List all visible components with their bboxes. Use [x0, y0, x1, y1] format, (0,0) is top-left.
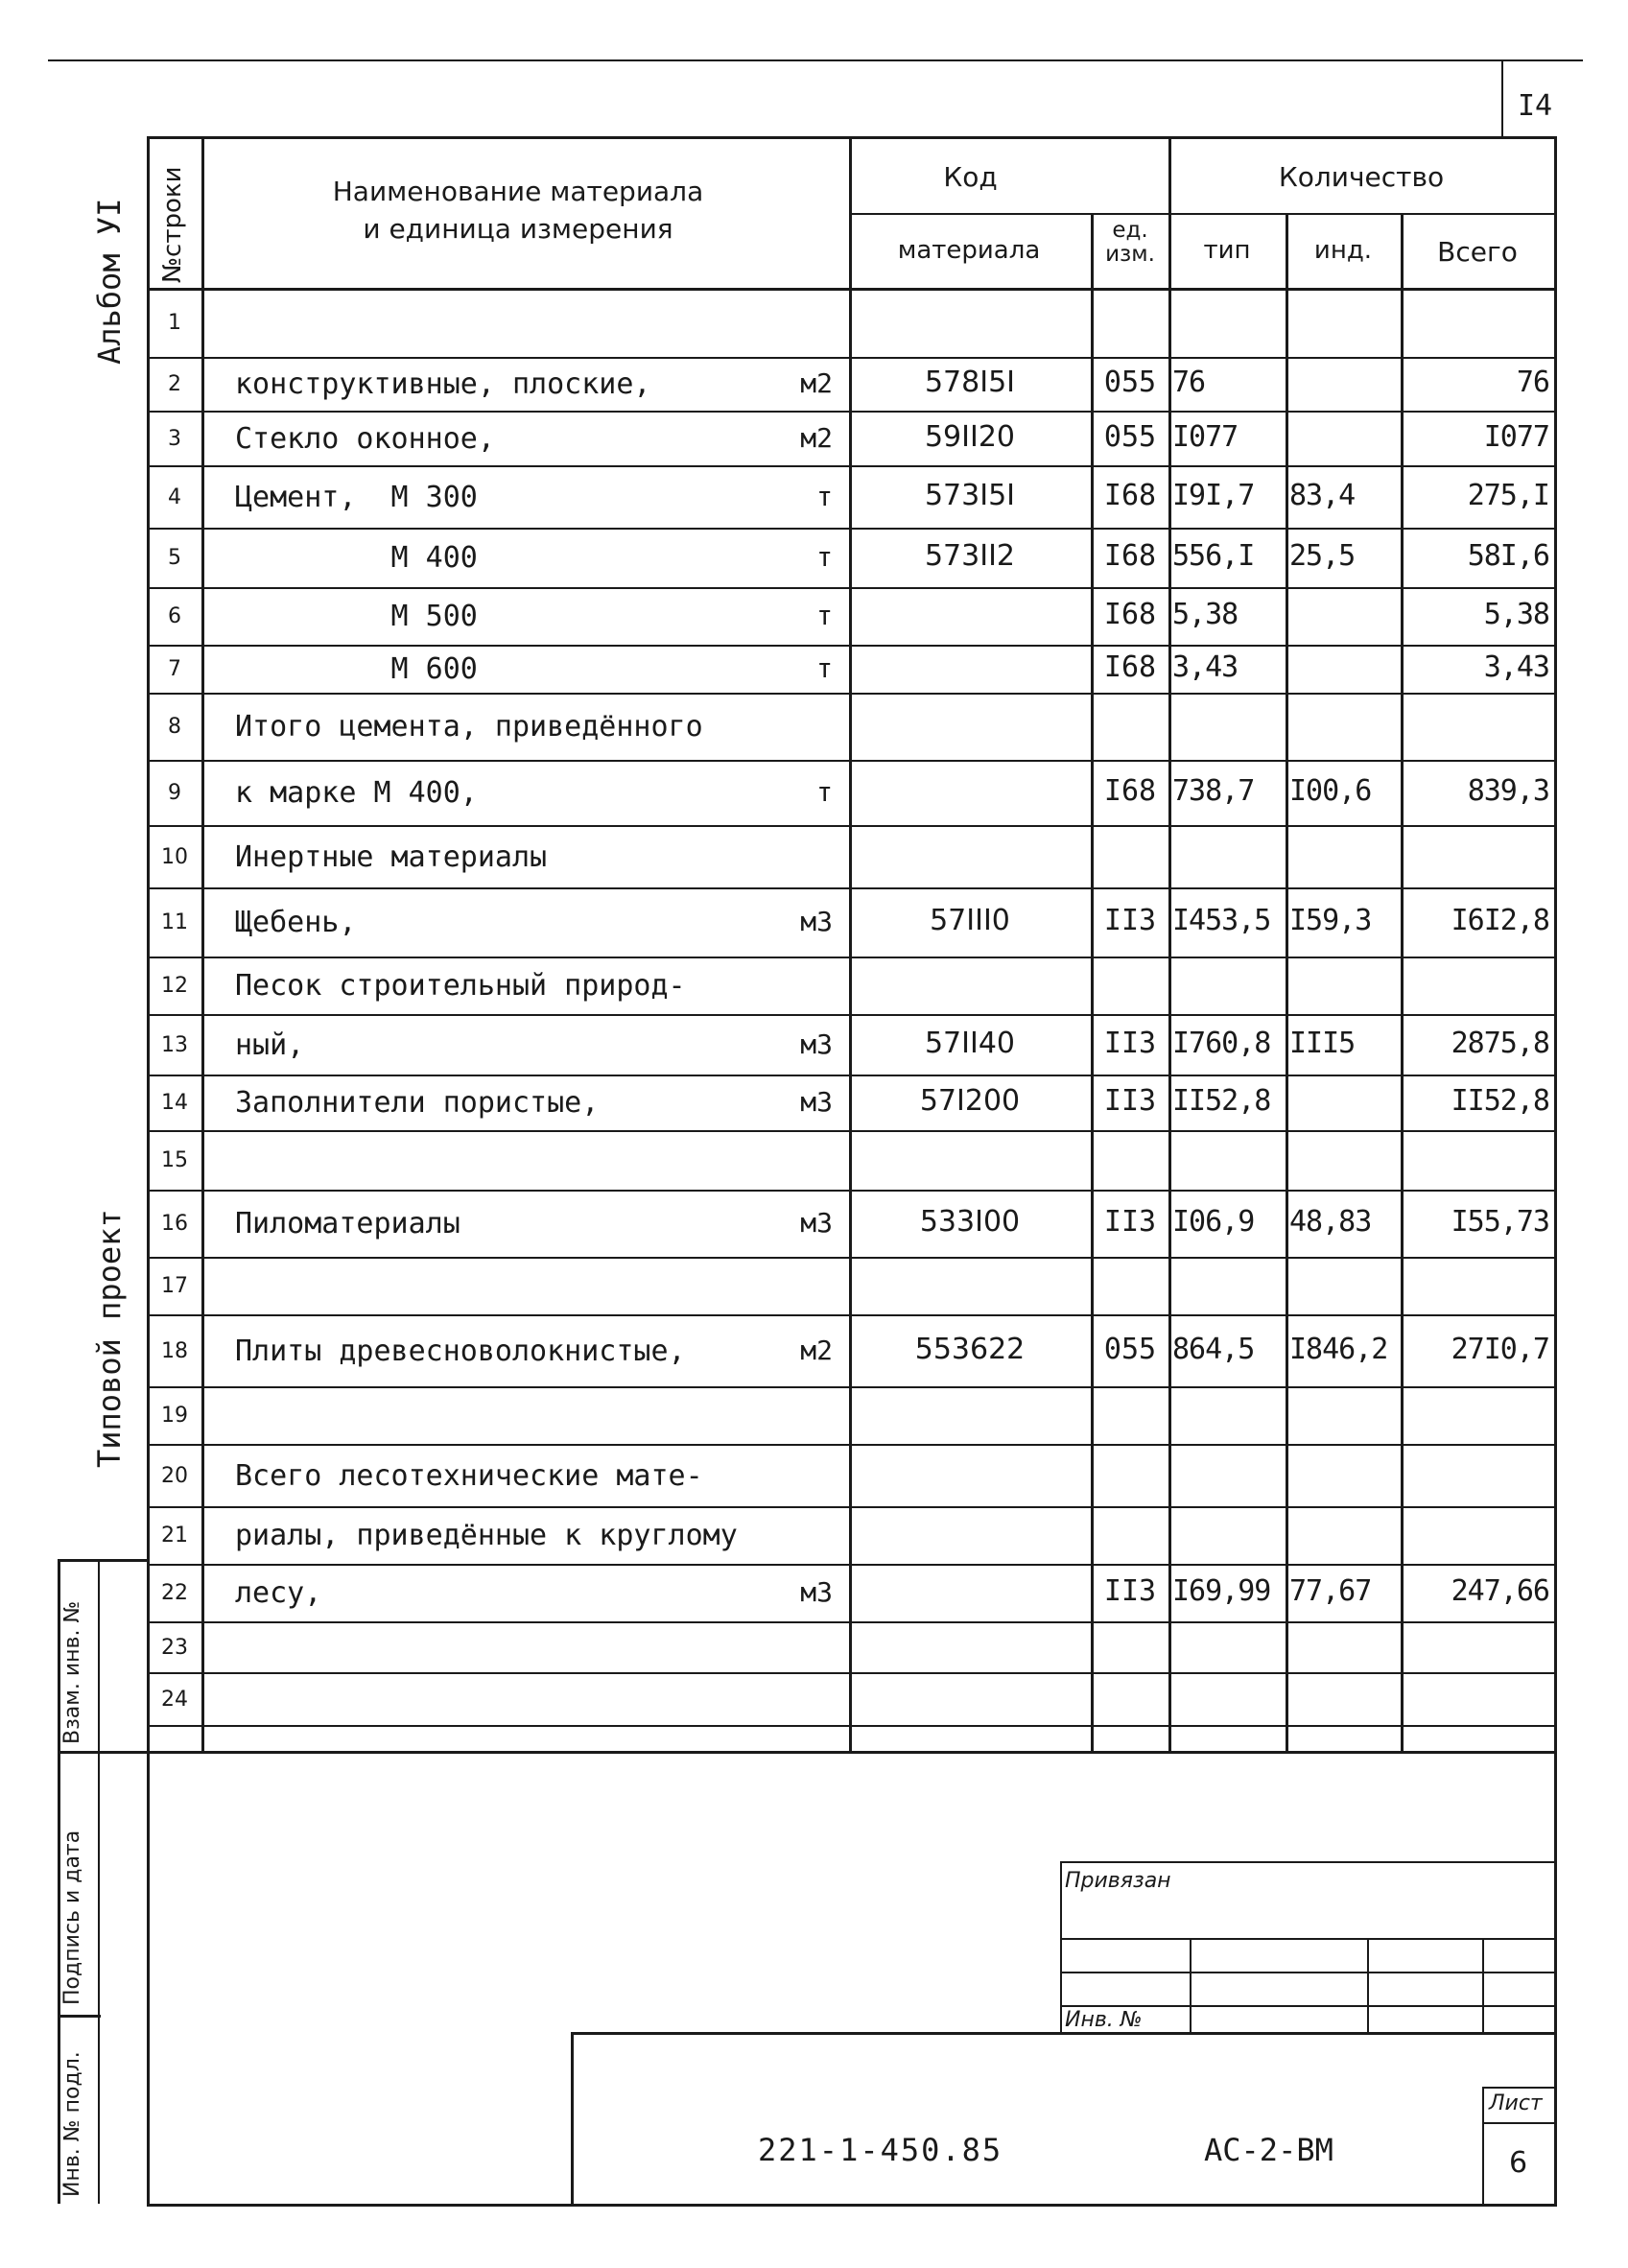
material-code: 578I5I: [924, 366, 1016, 399]
material-name: Пиломатериалы: [235, 1207, 460, 1240]
header-mid: [849, 213, 1556, 215]
header-rownum: №строки: [158, 166, 187, 283]
tb-col-3: [1482, 1938, 1484, 2034]
unit-code: I68: [1103, 774, 1157, 808]
qty-ind: I59,3: [1289, 904, 1372, 937]
row-divider: [147, 1386, 1557, 1388]
qty-typ: 738,7: [1172, 774, 1255, 808]
qty-typ: I9I,7: [1172, 478, 1255, 512]
qty-ind: 48,83: [1289, 1205, 1372, 1239]
qty-ind: I846,2: [1289, 1332, 1388, 1366]
row-number: 16: [161, 1212, 188, 1236]
material-name: риалы, приведённые к круглому: [235, 1519, 738, 1552]
qty-typ: 76: [1172, 366, 1206, 399]
material-name: М 500: [235, 600, 478, 633]
qty-typ: II52,8: [1172, 1084, 1271, 1118]
sheet-box-left: [1482, 2087, 1484, 2205]
qty-typ: I760,8: [1172, 1026, 1271, 1060]
material-unit: м3: [800, 1028, 833, 1060]
qty-typ: I06,9: [1172, 1205, 1255, 1239]
stamp-sep-1: [58, 1751, 149, 1754]
row-divider: [147, 587, 1557, 589]
row-divider: [147, 957, 1557, 958]
row-number: 9: [168, 781, 181, 805]
project-label: Типовой проект: [91, 1209, 128, 1468]
material-name: Всего лесотехнические мате-: [235, 1458, 703, 1493]
material-name: ный,: [235, 1028, 305, 1062]
row-number: 24: [161, 1687, 188, 1712]
unit-code: II3: [1103, 1205, 1157, 1239]
row-number: 11: [161, 910, 188, 934]
material-code: 533I00: [919, 1205, 1021, 1239]
material-name: Плиты древесноволокнистые,: [235, 1334, 686, 1368]
material-name: Песок строительный природ-: [235, 969, 686, 1003]
row-divider: [147, 1564, 1557, 1566]
row-divider: [147, 411, 1557, 413]
frame-left: [147, 136, 150, 2207]
qty-total: II52,8: [1451, 1084, 1549, 1118]
qty-total: 27I0,7: [1451, 1332, 1549, 1366]
qty-total: 58I,6: [1467, 539, 1549, 573]
row-divider: [147, 1257, 1557, 1259]
col-line-total: [1401, 213, 1404, 1751]
row-divider: [147, 760, 1557, 762]
unit-code: II3: [1103, 1084, 1157, 1118]
qty-total: 76: [1516, 366, 1549, 399]
material-unit: т: [816, 480, 833, 512]
material-unit: м2: [800, 367, 833, 399]
header-code-group: Код: [943, 161, 998, 193]
unit-code: II3: [1103, 1574, 1157, 1608]
qty-total: 839,3: [1467, 774, 1549, 808]
qty-typ: I453,5: [1172, 904, 1271, 937]
material-code: 59II20: [924, 419, 1016, 454]
tb-inv-label: Инв. №: [1065, 2008, 1143, 2032]
qty-ind: I00,6: [1289, 774, 1372, 808]
row-number: 7: [168, 657, 181, 681]
material-unit: т: [816, 776, 833, 808]
row-number: 5: [168, 546, 181, 570]
row-number: 22: [161, 1581, 188, 1605]
frame-right: [1554, 136, 1557, 2207]
unit-code: 055: [1103, 366, 1157, 399]
material-unit: м2: [800, 421, 833, 454]
stamp-label-vzam: Взам. инв. №: [60, 1600, 84, 1744]
sheet-box-mid: [1482, 2122, 1557, 2124]
material-name: Щебень,: [235, 906, 357, 939]
material-name: к марке М 400,: [235, 776, 478, 810]
tb-left: [1060, 1861, 1062, 2034]
material-name: М 600: [235, 652, 478, 686]
qty-total: 247,66: [1451, 1574, 1549, 1608]
row-divider: [147, 693, 1557, 695]
tb-main-left: [571, 2032, 574, 2205]
row-divider: [147, 1075, 1557, 1076]
header-bottom: [147, 288, 1557, 291]
qty-total: I6I2,8: [1451, 904, 1549, 937]
row-number: 13: [161, 1032, 188, 1057]
row-divider: [147, 1190, 1557, 1192]
row-divider: [147, 1672, 1557, 1674]
qty-total: 3,43: [1483, 650, 1549, 684]
tb-bound-label: Привязан: [1065, 1869, 1171, 1893]
doc-number: 221-1-450.85: [758, 2132, 1003, 2168]
material-unit: т: [816, 652, 833, 684]
row-number: 2: [168, 372, 181, 396]
header-qty-group: Количество: [1278, 161, 1445, 193]
stamp-label-inv: Инв. № подл.: [60, 2051, 84, 2197]
material-name: М 400: [235, 541, 478, 575]
material-unit: т: [816, 600, 833, 631]
row-divider: [147, 825, 1557, 827]
qty-typ: I077: [1172, 419, 1239, 454]
qty-ind: 25,5: [1289, 539, 1356, 573]
row-number: 12: [161, 974, 188, 998]
tb-main-top: [571, 2032, 1557, 2035]
stamp-top: [58, 1559, 149, 1562]
row-divider: [147, 1130, 1557, 1132]
row-number: 18: [161, 1338, 188, 1363]
row-divider: [147, 645, 1557, 647]
material-name: лесу,: [235, 1576, 322, 1610]
stamp-strip-right: [98, 1559, 100, 2204]
col-line-rownum: [201, 136, 204, 1751]
table-bottom: [147, 1751, 1557, 1754]
sheet-label: Лист: [1489, 2091, 1543, 2115]
material-code: 57II40: [924, 1026, 1016, 1060]
row-divider: [147, 1014, 1557, 1016]
unit-code: I68: [1103, 650, 1157, 684]
unit-code: I68: [1103, 598, 1157, 631]
page-number: I4: [1518, 89, 1553, 123]
material-unit: м3: [800, 1086, 833, 1118]
material-code: 57I200: [919, 1084, 1021, 1118]
row-number: 20: [161, 1463, 188, 1488]
material-code: 573II2: [924, 539, 1016, 573]
row-number: 21: [161, 1524, 188, 1547]
material-name: конструктивные, плоские,: [235, 367, 651, 401]
row-number: 3: [168, 426, 181, 451]
col-line-ind: [1286, 213, 1288, 1751]
material-code: 553622: [914, 1332, 1026, 1366]
material-name: Заполнители пористые,: [235, 1086, 600, 1120]
qty-total: I55,73: [1451, 1205, 1549, 1239]
qty-typ: 864,5: [1172, 1332, 1255, 1366]
material-code: 57III0: [930, 904, 1010, 937]
qty-total: 5,38: [1483, 598, 1549, 631]
page-number-box-left: [1501, 61, 1503, 136]
qty-total: 2875,8: [1451, 1026, 1549, 1060]
row-divider: [147, 1444, 1557, 1446]
qty-total: 275,I: [1467, 478, 1549, 512]
header-total: Всего: [1437, 236, 1518, 268]
material-unit: м3: [800, 1207, 833, 1239]
frame-bottom: [147, 2204, 1557, 2207]
material-unit: м3: [800, 1576, 833, 1608]
row-number: 14: [161, 1091, 188, 1115]
tb-col-1: [1190, 1938, 1192, 2034]
row-divider: [147, 1506, 1557, 1508]
row-divider: [147, 465, 1557, 467]
qty-typ: 3,43: [1172, 650, 1239, 684]
sheet-box-top: [1482, 2087, 1557, 2089]
qty-typ: 5,38: [1172, 598, 1239, 631]
material-name: Стекло оконное,: [235, 421, 495, 456]
unit-code: I68: [1103, 478, 1157, 512]
row-divider: [147, 1621, 1557, 1623]
row-number: 1: [168, 311, 181, 335]
header-typ: тип: [1203, 236, 1251, 265]
qty-ind: 77,67: [1289, 1574, 1372, 1608]
material-unit: т: [816, 541, 833, 573]
material-name: Инертные материалы: [235, 839, 548, 874]
qty-typ: I69,99: [1172, 1574, 1271, 1608]
row-divider: [147, 357, 1557, 359]
row-divider: [147, 1314, 1557, 1316]
material-unit: м2: [800, 1334, 833, 1366]
material-name: Итого цемента, приведённого: [235, 710, 703, 744]
tb-col-2: [1367, 1938, 1369, 2034]
header-unit: ед. изм.: [1105, 218, 1155, 268]
material-code: 573I5I: [924, 478, 1016, 512]
top-rule: [48, 59, 1583, 61]
qty-total: I077: [1483, 419, 1549, 454]
header-name: Наименование материала и единица измерения: [332, 176, 704, 246]
header-material: материала: [897, 236, 1041, 265]
row-number: 6: [168, 604, 181, 628]
qty-ind: 83,4: [1289, 478, 1356, 512]
row-number: 15: [161, 1148, 188, 1172]
unit-code: 055: [1103, 1332, 1157, 1366]
header-ind: инд.: [1313, 236, 1373, 265]
row-number: 10: [161, 844, 188, 869]
unit-code: 055: [1103, 419, 1157, 454]
row-divider: [147, 1725, 1557, 1727]
unit-code: I68: [1103, 539, 1157, 573]
row-divider: [147, 528, 1557, 530]
stamp-sep-2: [58, 2015, 101, 2018]
header-top: [147, 136, 1557, 139]
row-number: 19: [161, 1404, 188, 1428]
tb-bound-top: [1060, 1861, 1557, 1863]
row-number: 23: [161, 1635, 188, 1660]
unit-code: II3: [1103, 1026, 1157, 1060]
row-number: 4: [168, 484, 181, 509]
stamp-label-podpis: Подпись и дата: [60, 1830, 84, 2005]
material-unit: м3: [800, 906, 833, 937]
unit-code: II3: [1103, 904, 1157, 937]
sheet-number: 6: [1509, 2146, 1528, 2180]
qty-ind: III5: [1289, 1026, 1356, 1060]
material-name: Цемент, М 300: [235, 480, 478, 514]
album-label: Альбом УI: [91, 198, 128, 365]
row-divider: [147, 887, 1557, 889]
qty-typ: 556,I: [1172, 539, 1255, 573]
row-number: 17: [161, 1274, 188, 1298]
doc-code: АС-2-ВМ: [1204, 2132, 1333, 2168]
row-number: 8: [168, 715, 181, 739]
